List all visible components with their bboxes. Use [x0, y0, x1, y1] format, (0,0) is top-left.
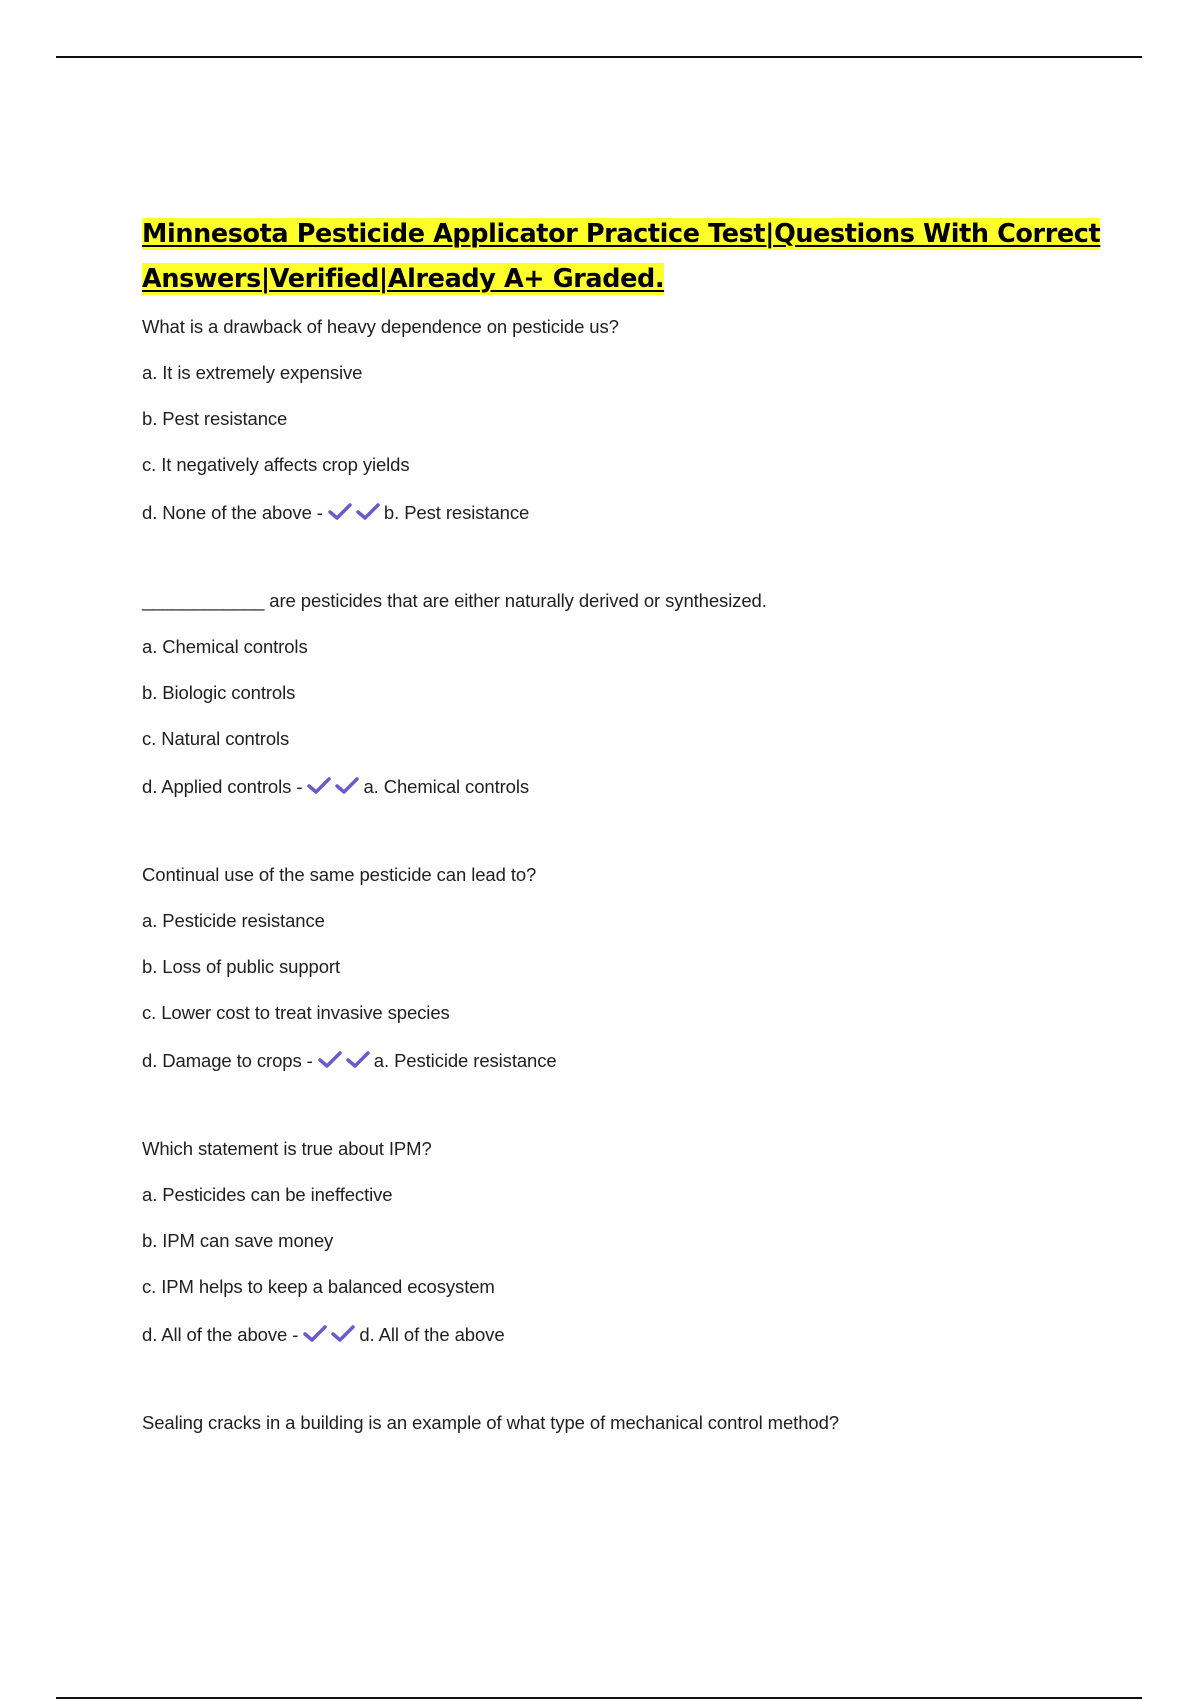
- checkmark-icon: [356, 502, 380, 522]
- option-d: d. None of the above -: [142, 502, 323, 523]
- checkmark-icon: [318, 1050, 342, 1070]
- option-c: c. Natural controls: [142, 728, 290, 749]
- checkmark-icon: [335, 776, 359, 796]
- question-block: [142, 1126, 1102, 1360]
- question-text: What is a drawback of heavy dependence on pesticide us?: [142, 316, 619, 337]
- title-text: Minnesota Pesticide Applicator Practice Test|Questions With Correct Answers|Verified|Already A+ Graded.: [142, 219, 1101, 294]
- document-title: [142, 212, 1102, 302]
- option-c: c. IPM helps to keep a balanced ecosystem: [142, 1276, 495, 1297]
- checkmark-icon: [328, 502, 352, 522]
- option-c: c. Lower cost to treat invasive species: [142, 1002, 450, 1023]
- option-c: c. It negatively affects crop yields: [142, 454, 410, 475]
- option-d: d. Applied controls -: [142, 776, 303, 797]
- option-d: d. All of the above -: [142, 1324, 299, 1345]
- bottom-rule: [56, 1697, 1142, 1699]
- option-d: d. Damage to crops -: [142, 1050, 313, 1071]
- checkmark-icon: [331, 1324, 355, 1344]
- option-b: b. IPM can save money: [142, 1230, 334, 1251]
- question-block: [142, 852, 1102, 1086]
- correct-answer: a. Chemical controls: [363, 776, 530, 797]
- correct-answer: d. All of the above: [359, 1324, 505, 1345]
- option-b: b. Loss of public support: [142, 956, 341, 977]
- checkmark-icon: [346, 1050, 370, 1070]
- option-b: b. Biologic controls: [142, 682, 296, 703]
- question-text: Which statement is true about IPM?: [142, 1138, 432, 1159]
- option-d-with-answer: [142, 1036, 1102, 1086]
- option-a: a. It is extremely expensive: [142, 362, 363, 383]
- question-text: Sealing cracks in a building is an example of what type of mechanical control method?: [142, 1412, 839, 1433]
- option-d-with-answer: [142, 762, 1102, 812]
- correct-answer: a. Pesticide resistance: [373, 1050, 557, 1071]
- option-a: a. Pesticide resistance: [142, 910, 325, 931]
- question-block: [142, 1400, 1102, 1446]
- option-a: a. Chemical controls: [142, 636, 308, 657]
- option-b: b. Pest resistance: [142, 408, 288, 429]
- option-a: a. Pesticides can be ineffective: [142, 1184, 393, 1205]
- question-block: [142, 578, 1102, 812]
- option-d-with-answer: [142, 1310, 1102, 1360]
- checkmark-icon: [307, 776, 331, 796]
- checkmark-icon: [303, 1324, 327, 1344]
- option-d-with-answer: [142, 488, 1102, 538]
- question-block: [142, 304, 1102, 538]
- document-body: [142, 212, 1102, 1486]
- correct-answer: b. Pest resistance: [383, 502, 530, 523]
- question-text: Continual use of the same pesticide can lead to?: [142, 864, 537, 885]
- top-rule: [56, 56, 1142, 58]
- question-text: ____________ are pesticides that are either naturally derived or synthesized.: [142, 590, 767, 611]
